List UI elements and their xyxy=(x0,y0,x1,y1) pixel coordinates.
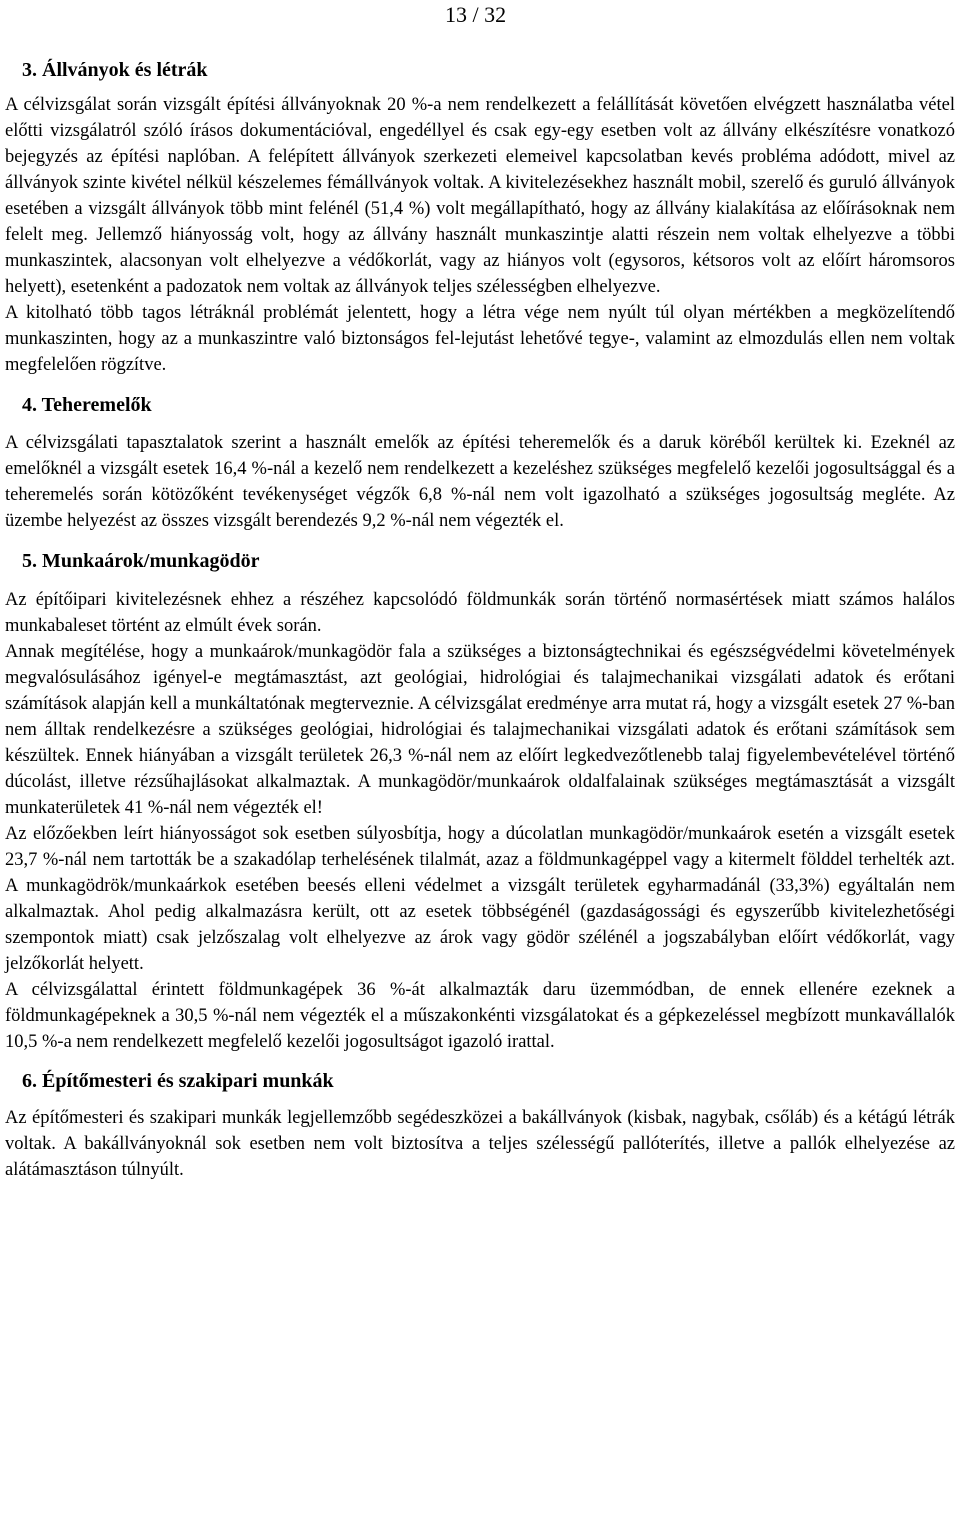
paragraph: A kitolható több tagos létráknál problémát jelentett, hogy a létra vége nem nyúlt túl olyan mértékben a megközelítendő munkaszinten, hogy az a munkaszintre való biztonságos fel-lejutást lehetővé tegye-, valamint az elmozdulás ellen nem voltak megfelelően rögzítve. xyxy=(5,303,955,375)
paragraph: Az építőipari kivitelezésnek ehhez a részéhez kapcsolódó földmunkák során történő normasértések miatt számos halálos munkabaleset történt az elmúlt évek során. xyxy=(5,590,955,636)
section-heading-6: 6. Építőmesteri és szakipari munkák xyxy=(22,1070,334,1092)
document-body xyxy=(5,56,955,1183)
paragraph: A célvizsgálati tapasztalatok szerint a használt emelők az építési teheremelők és a daruk köréből kerültek ki. Ezeknél az emelőknél a vizsgált esetek 16,4 %-nál a kezelő nem rendelkezett a kezeléshez szükséges megfelelő kezelői jogosultsággal és a teheremelés során kötözőként tevékenységet végzők 6,8 %-nál nem volt igazolható a szükséges jogosultság megléte. Az üzembe helyezést az összes vizsgált berendezés 9,2 %-nál nem végezték el. xyxy=(5,433,955,531)
paragraph: A célvizsgálattal érintett földmunkagépek 36 %-át alkalmazták daru üzemmódban, de ennek ellenére ezeknek a földmunkagépeknek a 30,5 %-nál nem végezték el a műszakonkénti vizsgálatokat és a gépkezeléssel megbízott munkavállalók 10,5 %-a nem rendelkezett megfelelő kezelői jogosultságot igazoló irattal. xyxy=(5,980,955,1052)
paragraph: Az előzőekben leírt hiányosságot sok esetben súlyosbítja, hogy a dúcolatlan munkagödör/munkaárok esetén a vizsgált esetek 23,7 %-nál nem tartották be a szakadólap terhelésének tilalmát, azaz a földmunkagéppel vagy a kitermelt földdel terhelték azt. A munkagödrök/munkaárkok esetében beesés elleni védelmet a vizsgált területek egyharmadánál (33,3%) egyáltalán nem alkalmaztak. Ahol pedig alkalmazásra került, ott az esetek többségénél (gazdaságossági és egyszerűbb kivitelezhetőségi szempontok miatt) csak jelzőszalag volt elhelyezve az árok vagy gödör szélénél a jogszabályban előírt védőkorlát, vagy jelzőkorlát helyett. xyxy=(5,824,955,974)
paragraph: Az építőmesteri és szakipari munkák legjellemzőbb segédeszközei a bakállványok (kisbak, nagybak, csőláb) és a kétágú létrák voltak. A bakállványoknál sok esetben nem volt biztosítva a teljes szélességű pallóterítés, illetve a pallók elhelyezése az alátámasztáson túlnyúlt. xyxy=(5,1108,955,1180)
section-heading-3: 3. Állványok és létrák xyxy=(22,59,208,81)
page-number: 13 / 32 xyxy=(445,2,507,27)
paragraph: Annak megítélése, hogy a munkaárok/munkagödör fala a szükséges a biztonságtechnikai és egészségvédelmi követelmények megvalósulásához igényel-e megtámasztást, azt geológiai, hidrológiai és talajmechanikai vizsgálati adatok és erőtani számítások alapján kell a munkáltatónak megterveznie. A célvizsgálat eredménye arra mutat rá, hogy a vizsgált esetek 27 %-ban nem álltak rendelkezésre a szükséges geológiai, hidrológiai és talajmechanikai vizsgálati adatok és erőtani számítások sem készültek. Ennek hiányában a vizsgált területek 26,3 %-nál nem az előírt legkedvezőtlenebb talaj figyelembevételével történő dúcolást, illetve rézsűhajlásokat alkalmaztak. A munkagödör/munkaárok oldalfalainak szükséges megtámasztását a vizsgált munkaterületek 41 %-nál nem végezték el! xyxy=(5,642,955,818)
paragraph: A célvizsgálat során vizsgált építési állványoknak 20 %-a nem rendelkezett a felállítását követően elvégzett használatba vétel előtti vizsgálatról szóló írásos dokumentációval, engedéllyel és csak egy-egy esetben volt az állvány elkészítésre vonatkozó bejegyzés az építési naplóban. A felépített állványok szerkezeti elemeivel kapcsolatban kevés probléma adódott, mivel az állványok szinte kivétel nélkül készelemes fémállványok voltak. A kivitelezésekhez használt mobil, szerelő és guruló állványok esetében a vizsgált állványok több mint felénél (51,4 %) volt megállapítható, hogy az állvány kialakítása az előírásoknak nem felelt meg. Jellemző hiányosság volt, hogy az állvány használt munkaszintje alatti részein nem voltak elhelyezve a többi munkaszintek, alacsonyan volt elhelyezve a védőkorlát, vagy az hiányos volt (egysoros, kétsoros volt az előírt háromsoros helyett), esetenként a padozatok nem voltak az állványok teljes szélességben elhelyezve. xyxy=(5,95,955,297)
section-heading-5: 5. Munkaárok/munkagödör xyxy=(22,550,260,572)
section-heading-4: 4. Teheremelők xyxy=(22,394,152,416)
